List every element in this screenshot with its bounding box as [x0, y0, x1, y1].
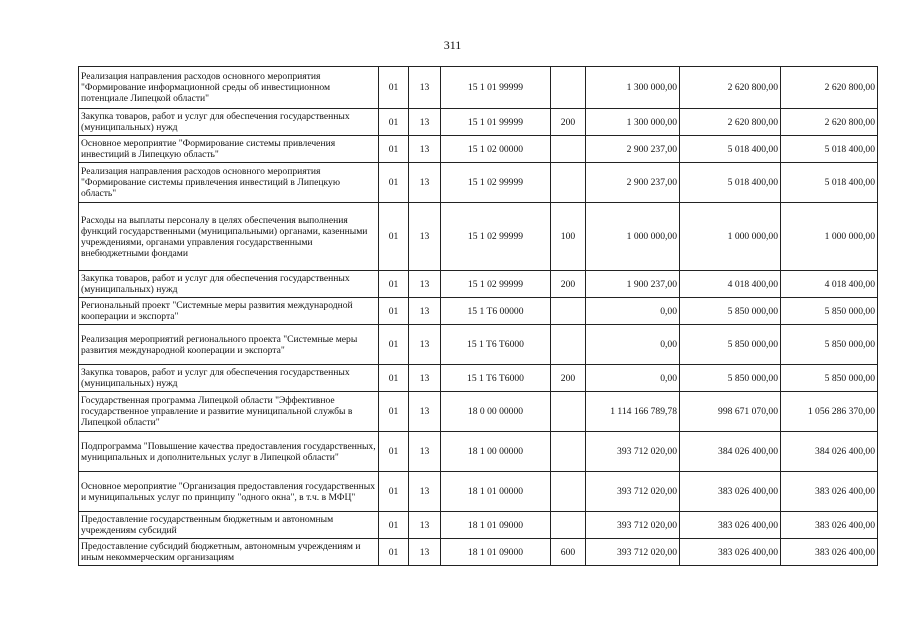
section-code-cell: 13: [409, 203, 441, 271]
sum-year2-cell: 383 026 400,00: [680, 512, 781, 539]
sum-year2-cell: 4 018 400,00: [680, 271, 781, 298]
ved-code-cell: 01: [379, 539, 409, 566]
sum-year2-cell: 5 850 000,00: [680, 298, 781, 325]
expense-type-cell: 100: [551, 203, 586, 271]
sum-year3-cell: 1 000 000,00: [781, 203, 878, 271]
section-code-cell: 13: [409, 298, 441, 325]
sum-year1-cell: 393 712 020,00: [586, 539, 680, 566]
sum-year3-cell: 5 018 400,00: [781, 136, 878, 163]
target-article-cell: 15 1 T6 T6000: [441, 325, 551, 365]
table-row: [79, 392, 878, 432]
sum-year1-cell: 1 114 166 789,78: [586, 392, 680, 432]
expense-type-cell: [551, 298, 586, 325]
sum-year3-cell: 383 026 400,00: [781, 539, 878, 566]
expense-type-cell: [551, 136, 586, 163]
target-article-cell: 15 1 02 99999: [441, 271, 551, 298]
ved-code-cell: 01: [379, 203, 409, 271]
sum-year1-cell: 0,00: [586, 325, 680, 365]
row-name-cell: Основное мероприятие "Организация предоставления государственных и муниципальных услуг по принципу "одного окна", в т.ч. в МФЦ": [79, 472, 379, 512]
section-code-cell: 13: [409, 67, 441, 109]
sum-year2-cell: 2 620 800,00: [680, 67, 781, 109]
row-name-cell: Предоставление субсидий бюджетным, автономным учреждениям и иным некоммерческим организациям: [79, 539, 379, 566]
sum-year3-cell: 5 018 400,00: [781, 163, 878, 203]
expense-type-cell: 200: [551, 365, 586, 392]
row-name-cell: Предоставление государственным бюджетным и автономным учреждениям субсидий: [79, 512, 379, 539]
row-name-cell: Закупка товаров, работ и услуг для обеспечения государственных (муниципальных) нужд: [79, 109, 379, 136]
ved-code-cell: 01: [379, 392, 409, 432]
expense-type-cell: [551, 163, 586, 203]
sum-year1-cell: 393 712 020,00: [586, 472, 680, 512]
table-row: [79, 298, 878, 325]
ved-code-cell: 01: [379, 298, 409, 325]
sum-year2-cell: 5 850 000,00: [680, 325, 781, 365]
expense-type-cell: [551, 392, 586, 432]
sum-year1-cell: 393 712 020,00: [586, 432, 680, 472]
target-article-cell: 15 1 T6 T6000: [441, 365, 551, 392]
table-row: [79, 365, 878, 392]
budget-table: [78, 66, 878, 566]
row-name-cell: Реализация направления расходов основного мероприятия "Формирование информационной среды об инвестиционном потенциале Липецкой области": [79, 67, 379, 109]
expense-type-cell: [551, 512, 586, 539]
sum-year2-cell: 5 018 400,00: [680, 136, 781, 163]
sum-year2-cell: 5 018 400,00: [680, 163, 781, 203]
expense-type-cell: [551, 325, 586, 365]
sum-year3-cell: 383 026 400,00: [781, 472, 878, 512]
target-article-cell: 15 1 01 99999: [441, 109, 551, 136]
table-row: [79, 67, 878, 109]
ved-code-cell: 01: [379, 365, 409, 392]
ved-code-cell: 01: [379, 163, 409, 203]
row-name-cell: Реализация мероприятий регионального проекта "Системные меры развития международной кооперации и экспорта": [79, 325, 379, 365]
sum-year1-cell: 0,00: [586, 298, 680, 325]
sum-year3-cell: 384 026 400,00: [781, 432, 878, 472]
target-article-cell: 18 0 00 00000: [441, 392, 551, 432]
sum-year3-cell: 4 018 400,00: [781, 271, 878, 298]
ved-code-cell: 01: [379, 512, 409, 539]
row-name-cell: Реализация направления расходов основного мероприятия "Формирование системы привлечения инвестиций в Липецкую область": [79, 163, 379, 203]
sum-year3-cell: 5 850 000,00: [781, 365, 878, 392]
section-code-cell: 13: [409, 325, 441, 365]
row-name-cell: Основное мероприятие "Формирование системы привлечения инвестиций в Липецкую область": [79, 136, 379, 163]
expense-type-cell: [551, 432, 586, 472]
row-name-cell: Закупка товаров, работ и услуг для обеспечения государственных (муниципальных) нужд: [79, 271, 379, 298]
target-article-cell: 15 1 02 99999: [441, 163, 551, 203]
target-article-cell: 18 1 00 00000: [441, 432, 551, 472]
sum-year3-cell: 5 850 000,00: [781, 298, 878, 325]
table-row: [79, 271, 878, 298]
table-row: [79, 432, 878, 472]
target-article-cell: 18 1 01 09000: [441, 512, 551, 539]
target-article-cell: 18 1 01 09000: [441, 539, 551, 566]
sum-year2-cell: 5 850 000,00: [680, 365, 781, 392]
sum-year2-cell: 998 671 070,00: [680, 392, 781, 432]
row-name-cell: Региональный проект "Системные меры развития международной кооперации и экспорта": [79, 298, 379, 325]
target-article-cell: 15 1 01 99999: [441, 67, 551, 109]
sum-year3-cell: 2 620 800,00: [781, 67, 878, 109]
sum-year3-cell: 383 026 400,00: [781, 512, 878, 539]
table-row: [79, 136, 878, 163]
ved-code-cell: 01: [379, 325, 409, 365]
sum-year1-cell: 393 712 020,00: [586, 512, 680, 539]
sum-year3-cell: 1 056 286 370,00: [781, 392, 878, 432]
sum-year1-cell: 1 300 000,00: [586, 67, 680, 109]
section-code-cell: 13: [409, 539, 441, 566]
table-row: [79, 512, 878, 539]
ved-code-cell: 01: [379, 271, 409, 298]
sum-year2-cell: 383 026 400,00: [680, 539, 781, 566]
target-article-cell: 18 1 01 00000: [441, 472, 551, 512]
expense-type-cell: 200: [551, 271, 586, 298]
sum-year1-cell: 1 000 000,00: [586, 203, 680, 271]
section-code-cell: 13: [409, 136, 441, 163]
ved-code-cell: 01: [379, 472, 409, 512]
target-article-cell: 15 1 02 99999: [441, 203, 551, 271]
expense-type-cell: [551, 67, 586, 109]
section-code-cell: 13: [409, 365, 441, 392]
target-article-cell: 15 1 T6 00000: [441, 298, 551, 325]
sum-year3-cell: 5 850 000,00: [781, 325, 878, 365]
section-code-cell: 13: [409, 163, 441, 203]
target-article-cell: 15 1 02 00000: [441, 136, 551, 163]
sum-year3-cell: 2 620 800,00: [781, 109, 878, 136]
table-row: [79, 472, 878, 512]
sum-year1-cell: 1 900 237,00: [586, 271, 680, 298]
table-row: [79, 539, 878, 566]
section-code-cell: 13: [409, 392, 441, 432]
page-number: 311: [443, 38, 462, 52]
table-row: [79, 203, 878, 271]
table-row: [79, 109, 878, 136]
section-code-cell: 13: [409, 271, 441, 298]
sum-year2-cell: 1 000 000,00: [680, 203, 781, 271]
sum-year1-cell: 1 300 000,00: [586, 109, 680, 136]
section-code-cell: 13: [409, 432, 441, 472]
table-row: [79, 163, 878, 203]
ved-code-cell: 01: [379, 109, 409, 136]
expense-type-cell: 600: [551, 539, 586, 566]
section-code-cell: 13: [409, 512, 441, 539]
row-name-cell: Расходы на выплаты персоналу в целях обеспечения выполнения функций государственными (муниципальными) органами, казенными учреждениями, органами управления государственными внебюджетными фондами: [79, 203, 379, 271]
table-row: [79, 325, 878, 365]
row-name-cell: Подпрограмма "Повышение качества предоставления государственных, муниципальных и дополнительных услуг в Липецкой области": [79, 432, 379, 472]
row-name-cell: Государственная программа Липецкой области "Эффективное государственное управление и развитие муниципальной службы в Липецкой области": [79, 392, 379, 432]
ved-code-cell: 01: [379, 67, 409, 109]
sum-year1-cell: 0,00: [586, 365, 680, 392]
sum-year2-cell: 383 026 400,00: [680, 472, 781, 512]
sum-year2-cell: 384 026 400,00: [680, 432, 781, 472]
ved-code-cell: 01: [379, 136, 409, 163]
expense-type-cell: 200: [551, 109, 586, 136]
ved-code-cell: 01: [379, 432, 409, 472]
expense-type-cell: [551, 472, 586, 512]
section-code-cell: 13: [409, 472, 441, 512]
row-name-cell: Закупка товаров, работ и услуг для обеспечения государственных (муниципальных) нужд: [79, 365, 379, 392]
section-code-cell: 13: [409, 109, 441, 136]
sum-year2-cell: 2 620 800,00: [680, 109, 781, 136]
sum-year1-cell: 2 900 237,00: [586, 136, 680, 163]
sum-year1-cell: 2 900 237,00: [586, 163, 680, 203]
